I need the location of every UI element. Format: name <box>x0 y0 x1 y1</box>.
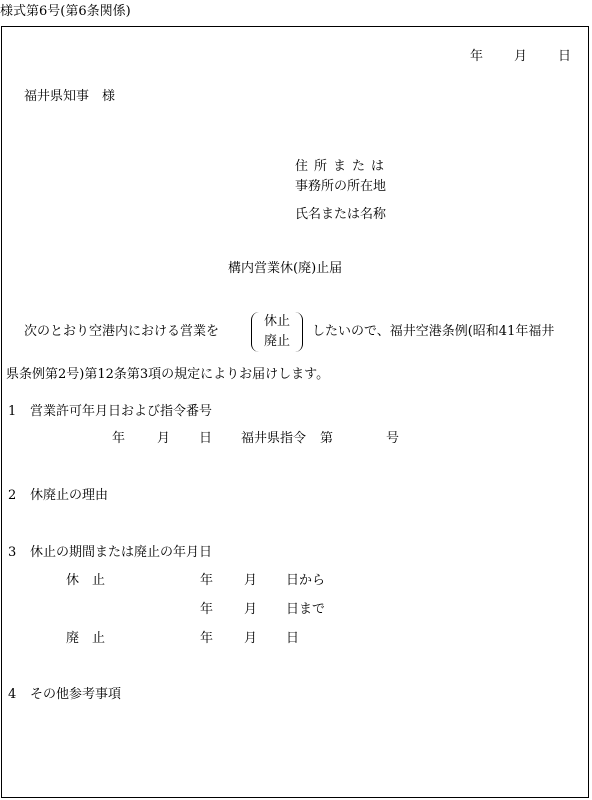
item-number: 4 <box>8 687 17 702</box>
item-number: 2 <box>8 488 17 503</box>
directive-label: 福井県指令 <box>241 431 307 446</box>
item-number: 1 <box>8 404 17 419</box>
item-label: 休止の期間または廃止の年月日 <box>30 545 213 560</box>
date-month-label: 月 <box>514 49 528 64</box>
kind-abolish: 廃 止 <box>66 631 106 646</box>
directive-go: 号 <box>386 431 400 446</box>
option-abolish: 廃止 <box>264 334 291 349</box>
kind-suspend: 休 止 <box>66 573 106 588</box>
body-prefix: 次のとおり空港内における営業を <box>24 324 220 339</box>
date-day-label: 日 <box>558 49 572 64</box>
row-year-label: 年 <box>200 573 214 588</box>
address-label-line1: 住所または <box>295 159 391 174</box>
name-label: 氏名または名称 <box>295 207 387 222</box>
body-line2: 県条例第2号)第12条第3項の規定によりお届けします。 <box>6 367 330 382</box>
address-label-line2: 事務所の所在地 <box>295 179 387 194</box>
row-month-label: 月 <box>244 602 258 617</box>
directive-dai: 第 <box>320 431 334 446</box>
item-label: 営業許可年月日および指令番号 <box>30 404 213 419</box>
body-suffix: したいので、福井空港条例(昭和41年福井 <box>312 324 555 339</box>
row-month-label: 月 <box>244 631 258 646</box>
row-day-label: 日 <box>286 631 300 646</box>
form-label: 様式第6号(第6条関係) <box>0 4 131 19</box>
option-suspend: 休止 <box>264 314 291 329</box>
row-year-label: 年 <box>200 631 214 646</box>
permit-day-label: 日 <box>199 431 213 446</box>
date-year-label: 年 <box>470 49 484 64</box>
item-number: 3 <box>8 545 17 560</box>
item-label: その他参考事項 <box>30 687 122 702</box>
document-title: 構内営業休(廃)止届 <box>228 261 343 276</box>
permit-year-label: 年 <box>112 431 126 446</box>
row-day-label: 日まで <box>286 602 326 617</box>
row-day-label: 日から <box>286 573 326 588</box>
row-month-label: 月 <box>244 573 258 588</box>
permit-month-label: 月 <box>157 431 171 446</box>
row-year-label: 年 <box>200 602 214 617</box>
item-label: 休廃止の理由 <box>30 488 109 503</box>
addressee: 福井県知事 様 <box>24 89 116 104</box>
